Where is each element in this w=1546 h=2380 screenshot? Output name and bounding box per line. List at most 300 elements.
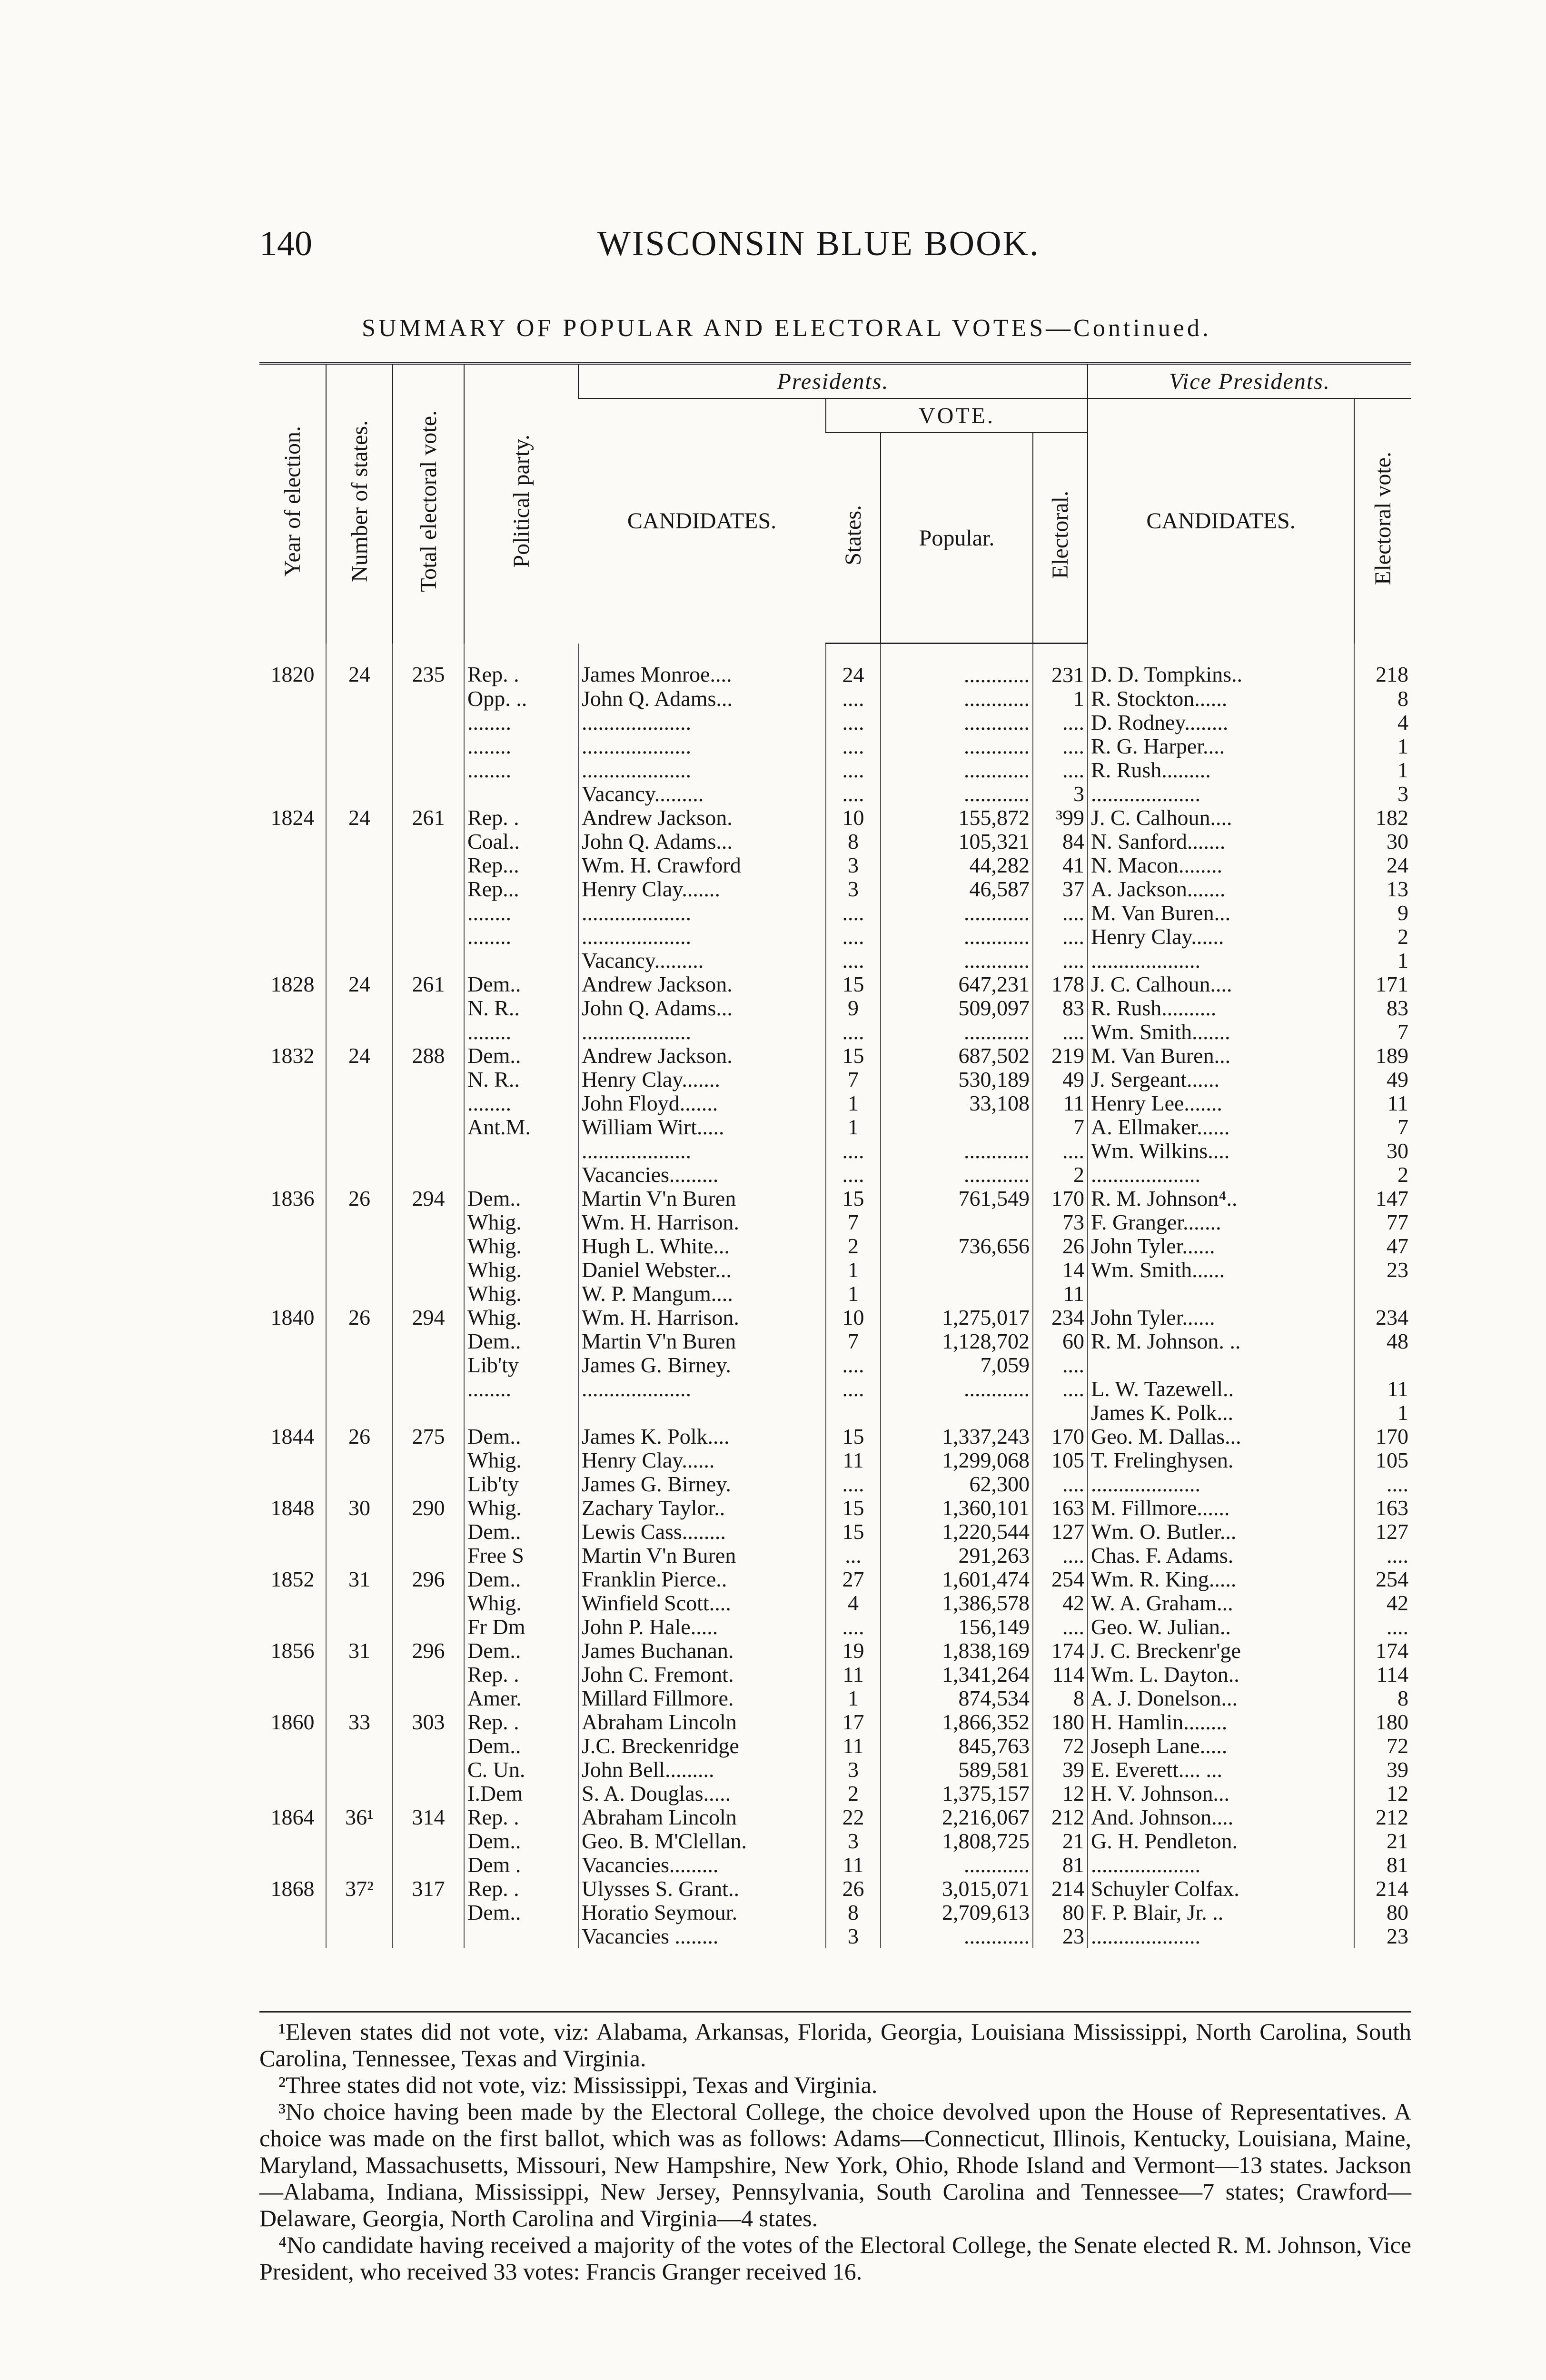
footnote-4: ⁴No candidate having received a majority of the votes of the Electoral College, the Senate elected R. M. Johnson, Vice President, who received 33 votes: Francis Granger received 16. (259, 2231, 1411, 2285)
cell-el: 73 (1033, 1210, 1088, 1234)
cell-pop: 7,059 (881, 1353, 1033, 1377)
cell-st: .... (826, 1377, 881, 1401)
cell-pop: ............ (881, 687, 1033, 711)
cell-year (259, 1401, 326, 1425)
cell-el: .... (1033, 734, 1088, 758)
cell-party: Rep. . (464, 1877, 578, 1901)
cell-st: 24 (826, 644, 881, 687)
cell-year (259, 1282, 326, 1306)
cell-party: Free S (464, 1544, 578, 1567)
cell-party: Dem.. (464, 1425, 578, 1448)
cell-states (326, 1068, 393, 1091)
cell-total (393, 1091, 464, 1115)
cell-el: .... (1033, 1377, 1088, 1401)
cell-vp: James K. Polk... (1088, 1401, 1354, 1425)
cell-year (259, 1758, 326, 1782)
cell-total (393, 925, 464, 949)
cell-total (393, 1663, 464, 1686)
cell-vpv: 147 (1354, 1187, 1411, 1210)
table-row (259, 949, 1411, 972)
cell-vpv: 2 (1354, 1163, 1411, 1187)
cell-pop: 3,015,071 (881, 1877, 1033, 1901)
table-row (259, 1020, 1411, 1044)
cell-states: 26 (326, 1425, 393, 1448)
cell-total (393, 1401, 464, 1425)
cell-vpv: 189 (1354, 1044, 1411, 1068)
cell-st: 15 (826, 1187, 881, 1210)
cell-total (393, 1258, 464, 1282)
cell-total (393, 1068, 464, 1091)
table-row (259, 901, 1411, 925)
cell-year: 1848 (270, 1496, 315, 1520)
cell-states (326, 687, 393, 711)
cell-total: 294 (393, 1306, 464, 1329)
cell-year (259, 1734, 326, 1758)
cell-vp: R. G. Harper.... (1088, 734, 1354, 758)
cell-party: Rep... (464, 877, 578, 901)
cell-vpv: 7 (1354, 1020, 1411, 1044)
cell-pop: ............ (881, 1139, 1033, 1163)
cell-states (326, 1401, 393, 1425)
cell-st: .... (826, 901, 881, 925)
cell-el: 8 (1033, 1686, 1088, 1710)
cell-party: ........ (464, 925, 578, 949)
cell-states (326, 1663, 393, 1686)
table-row (259, 806, 1411, 830)
cell-party: Dem.. (464, 1901, 578, 1924)
cell-el: .... (1033, 1353, 1088, 1377)
table-row (259, 1472, 1411, 1496)
cell-year (259, 1901, 326, 1924)
cell-vp (1088, 1282, 1354, 1306)
page-number: 140 (259, 224, 312, 263)
cell-cand: Zachary Taylor.. (578, 1496, 826, 1520)
cell-cand: .................... (578, 711, 826, 734)
cell-vp: Chas. F. Adams. (1088, 1544, 1354, 1567)
cell-party: Rep... (464, 853, 578, 877)
cell-cand: Geo. B. M'Clellan. (578, 1829, 826, 1853)
cell-states (326, 1615, 393, 1639)
cell-vp: A. Jackson....... (1088, 877, 1354, 901)
cell-vpv: 1 (1354, 758, 1411, 782)
cell-year: 1836 (270, 1187, 315, 1210)
cell-pop (881, 1115, 1033, 1139)
cell-el: 23 (1033, 1924, 1088, 1948)
cell-year (259, 1544, 326, 1567)
cell-vpv: 7 (1354, 1115, 1411, 1139)
cell-year: 1856 (270, 1639, 315, 1663)
cell-states (326, 1115, 393, 1139)
cell-el: 49 (1033, 1068, 1088, 1091)
cell-st: 9 (826, 996, 881, 1020)
cell-party: Dem.. (464, 1329, 578, 1353)
cell-vp (1088, 1353, 1354, 1377)
cell-cand: Lewis Cass........ (578, 1520, 826, 1544)
cell-vp: W. A. Graham... (1088, 1591, 1354, 1615)
cell-st: 26 (826, 1877, 881, 1901)
cell-cand: Andrew Jackson. (578, 806, 826, 830)
cell-vp: .................... (1088, 782, 1354, 806)
cell-el: 14 (1033, 1258, 1088, 1282)
cell-pop: 1,808,725 (881, 1829, 1033, 1853)
cell-pop: 1,128,702 (881, 1329, 1033, 1353)
cell-pop: 647,231 (881, 972, 1033, 996)
cell-el: .... (1033, 925, 1088, 949)
table-row (259, 1615, 1411, 1639)
cell-total (393, 1329, 464, 1353)
cell-total (393, 1901, 464, 1924)
cell-states (326, 1686, 393, 1710)
cell-el (1033, 1401, 1088, 1425)
cell-states (326, 1472, 393, 1496)
cell-cand: Abraham Lincoln (578, 1710, 826, 1734)
cell-party (464, 1924, 578, 1948)
cell-total: 275 (393, 1425, 464, 1448)
cell-el: 163 (1033, 1496, 1088, 1520)
cell-vpv: 9 (1354, 901, 1411, 925)
cell-party: C. Un. (464, 1758, 578, 1782)
cell-st: .... (826, 758, 881, 782)
cell-el: 80 (1033, 1901, 1088, 1924)
cell-total (393, 711, 464, 734)
cell-states (326, 1329, 393, 1353)
cell-cand: John P. Hale..... (578, 1615, 826, 1639)
cell-party: Lib'ty (464, 1472, 578, 1496)
cell-st: 27 (826, 1567, 881, 1591)
cell-party: Rep. . (464, 1663, 578, 1686)
col-states: Number of states. (326, 363, 393, 644)
cell-party: ........ (464, 758, 578, 782)
cell-party: N. R.. (464, 1068, 578, 1091)
cell-st: .... (826, 925, 881, 949)
cell-el: 42 (1033, 1591, 1088, 1615)
cell-st: 7 (826, 1068, 881, 1091)
cell-pop: 44,282 (881, 853, 1033, 877)
cell-states (326, 1020, 393, 1044)
cell-states (326, 1758, 393, 1782)
cell-vpv: 47 (1354, 1234, 1411, 1258)
cell-cand: Vacancies......... (578, 1853, 826, 1877)
cell-cand: Wm. H. Harrison. (578, 1210, 826, 1234)
table-row (259, 644, 1411, 687)
cell-st: 3 (826, 853, 881, 877)
table-title: SUMMARY OF POPULAR AND ELECTORAL VOTES—Continued. (362, 315, 1211, 342)
cell-year (259, 901, 326, 925)
table-row (259, 925, 1411, 949)
table-row (259, 711, 1411, 734)
table-row (259, 1306, 1411, 1329)
cell-year: 1820 (270, 662, 315, 687)
cell-vp: J. C. Breckenr'ge (1088, 1639, 1354, 1663)
cell-party: Amer. (464, 1686, 578, 1710)
cell-states (326, 1448, 393, 1472)
cell-vpv: 1 (1354, 949, 1411, 972)
table-row (259, 1496, 1411, 1520)
cell-pop: 62,300 (881, 1472, 1033, 1496)
cell-total: 296 (393, 1567, 464, 1591)
cell-year (259, 1520, 326, 1544)
table-row (259, 1329, 1411, 1353)
cell-total (393, 734, 464, 758)
cell-cand: Horatio Seymour. (578, 1901, 826, 1924)
cell-vp: Wm. Smith....... (1088, 1020, 1354, 1044)
cell-el: 11 (1033, 1282, 1088, 1306)
cell-el: .... (1033, 949, 1088, 972)
cell-states: 31 (326, 1567, 393, 1591)
cell-party: Whig. (464, 1234, 578, 1258)
cell-pop: 1,341,264 (881, 1663, 1033, 1686)
cell-party: ........ (464, 901, 578, 925)
col-year: Year of election. (259, 363, 326, 644)
cell-party (464, 1139, 578, 1163)
cell-pop: ............ (881, 901, 1033, 925)
cell-states (326, 711, 393, 734)
cell-vp: J. C. Calhoun.... (1088, 972, 1354, 996)
table-row (259, 1734, 1411, 1758)
table-row (259, 1353, 1411, 1377)
cell-vp: A. Ellmaker...... (1088, 1115, 1354, 1139)
cell-vpv: 212 (1354, 1805, 1411, 1829)
cell-st: ... (826, 1544, 881, 1567)
cell-total (393, 1734, 464, 1758)
footnote-1: ¹Eleven states did not vote, viz: Alabama, Arkansas, Florida, Georgia, Louisiana Mississippi, North Carolina, South Carolina, Tennessee, Texas and Virginia. (259, 2018, 1411, 2072)
cell-vpv: 83 (1354, 996, 1411, 1020)
table-row (259, 1258, 1411, 1282)
table-row (259, 1567, 1411, 1591)
page-header (259, 224, 1411, 271)
cell-states: 31 (326, 1639, 393, 1663)
cell-vp: Wm. Wilkins.... (1088, 1139, 1354, 1163)
group-vote: VOTE. (826, 398, 1088, 433)
cell-year: 1824 (270, 806, 315, 830)
cell-st: 11 (826, 1734, 881, 1758)
cell-total (393, 1210, 464, 1234)
cell-el: 3 (1033, 782, 1088, 806)
cell-st: .... (826, 949, 881, 972)
cell-vpv: 30 (1354, 1139, 1411, 1163)
cell-el: 127 (1033, 1520, 1088, 1544)
table-row (259, 1187, 1411, 1210)
cell-vp: L. W. Tazewell.. (1088, 1377, 1354, 1401)
cell-year (259, 687, 326, 711)
cell-party: ........ (464, 711, 578, 734)
cell-vpv: 4 (1354, 711, 1411, 734)
cell-el: .... (1033, 711, 1088, 734)
cell-vpv: 11 (1354, 1091, 1411, 1115)
cell-pop: 1,838,169 (881, 1639, 1033, 1663)
cell-states: 24 (326, 644, 393, 687)
cell-states (326, 1734, 393, 1758)
footnotes (259, 2018, 1411, 2285)
cell-cand: Vacancies......... (578, 1163, 826, 1187)
cell-total: 290 (393, 1496, 464, 1520)
cell-total: 303 (393, 1710, 464, 1734)
cell-st: 2 (826, 1782, 881, 1805)
cell-el: 2 (1033, 1163, 1088, 1187)
cell-vp: Henry Clay...... (1088, 925, 1354, 949)
cell-states (326, 1520, 393, 1544)
cell-vpv: 170 (1354, 1425, 1411, 1448)
cell-vpv: 77 (1354, 1210, 1411, 1234)
table-row (259, 1639, 1411, 1663)
cell-party: Whig. (464, 1210, 578, 1234)
cell-party: Fr Dm (464, 1615, 578, 1639)
cell-cand: John Floyd....... (578, 1091, 826, 1115)
cell-total (393, 1758, 464, 1782)
cell-pop: 1,866,352 (881, 1710, 1033, 1734)
cell-pop: 589,581 (881, 1758, 1033, 1782)
cell-vpv: 218 (1354, 644, 1411, 687)
cell-pop: ............ (881, 782, 1033, 806)
cell-el: .... (1033, 1020, 1088, 1044)
col-vp-vote: Electoral vote. (1354, 398, 1411, 644)
table-row (259, 734, 1411, 758)
cell-vpv: 163 (1354, 1496, 1411, 1520)
cell-cand: Vacancy......... (578, 949, 826, 972)
cell-st: .... (826, 734, 881, 758)
cell-vpv (1354, 1353, 1411, 1377)
cell-year (259, 1377, 326, 1401)
col-vp-candidates: CANDIDATES. (1088, 398, 1354, 644)
cell-states: 37² (326, 1877, 393, 1901)
cell-el: 180 (1033, 1710, 1088, 1734)
cell-cand: Vacancy......... (578, 782, 826, 806)
cell-pop (881, 1401, 1033, 1425)
cell-states (326, 949, 393, 972)
cell-vpv: 24 (1354, 853, 1411, 877)
cell-el: ³99 (1033, 806, 1088, 830)
cell-party: Dem.. (464, 1187, 578, 1210)
table-row (259, 1877, 1411, 1901)
cell-pop: 874,534 (881, 1686, 1033, 1710)
cell-vp: H. V. Johnson... (1088, 1782, 1354, 1805)
cell-vp: T. Frelinghysen. (1088, 1448, 1354, 1472)
cell-el: .... (1033, 1139, 1088, 1163)
cell-pop: 156,149 (881, 1615, 1033, 1639)
cell-total (393, 1853, 464, 1877)
cell-cand: Winfield Scott.... (578, 1591, 826, 1615)
group-vice-presidents: Vice Presidents. (1088, 363, 1411, 398)
cell-st: .... (826, 687, 881, 711)
cell-st: 15 (826, 1520, 881, 1544)
votes-table (259, 362, 1411, 1948)
cell-cand: John Bell......... (578, 1758, 826, 1782)
cell-party: Dem.. (464, 1044, 578, 1068)
cell-st: 11 (826, 1663, 881, 1686)
cell-vpv: 1 (1354, 734, 1411, 758)
cell-cand: Andrew Jackson. (578, 1044, 826, 1068)
cell-party: ........ (464, 1377, 578, 1401)
cell-pop: 1,360,101 (881, 1496, 1033, 1520)
table-row (259, 1663, 1411, 1686)
cell-pop: 736,656 (881, 1234, 1033, 1258)
cell-vpv: 127 (1354, 1520, 1411, 1544)
cell-cand: .................... (578, 758, 826, 782)
cell-el: .... (1033, 1615, 1088, 1639)
cell-st: 15 (826, 1044, 881, 1068)
cell-states (326, 1258, 393, 1282)
cell-party: Whig. (464, 1448, 578, 1472)
cell-st: 19 (826, 1639, 881, 1663)
table-row (259, 1591, 1411, 1615)
cell-party (464, 1401, 578, 1425)
cell-year: 1840 (270, 1306, 315, 1329)
table-row (259, 1163, 1411, 1187)
cell-pop: 2,216,067 (881, 1805, 1033, 1829)
cell-states (326, 1163, 393, 1187)
cell-total (393, 949, 464, 972)
cell-states (326, 1782, 393, 1805)
cell-year (259, 1163, 326, 1187)
table-row (259, 1448, 1411, 1472)
cell-total (393, 1448, 464, 1472)
cell-total (393, 830, 464, 853)
cell-vp: R. M. Johnson⁴.. (1088, 1187, 1354, 1210)
cell-el: .... (1033, 758, 1088, 782)
cell-el: 39 (1033, 1758, 1088, 1782)
cell-cand: James Monroe.... (578, 644, 826, 687)
cell-total (393, 1163, 464, 1187)
cell-st: 8 (826, 830, 881, 853)
cell-total: 294 (393, 1187, 464, 1210)
cell-total (393, 1139, 464, 1163)
cell-cand: James K. Polk.... (578, 1425, 826, 1448)
cell-year: 1864 (270, 1805, 315, 1829)
table-row (259, 1782, 1411, 1805)
col-electoral: Electoral. (1033, 433, 1088, 644)
cell-el: 219 (1033, 1044, 1088, 1068)
cell-party: Ant.M. (464, 1115, 578, 1139)
cell-vp: Geo. M. Dallas... (1088, 1425, 1354, 1448)
cell-el: .... (1033, 1544, 1088, 1567)
table-row (259, 1139, 1411, 1163)
cell-vpv: 42 (1354, 1591, 1411, 1615)
cell-vp: R. Rush.......... (1088, 996, 1354, 1020)
cell-year (259, 1663, 326, 1686)
cell-st: .... (826, 1163, 881, 1187)
cell-states (326, 996, 393, 1020)
cell-st: 11 (826, 1448, 881, 1472)
cell-vp: M. Fillmore...... (1088, 1496, 1354, 1520)
cell-cand: S. A. Douglas..... (578, 1782, 826, 1805)
cell-year (259, 758, 326, 782)
cell-pop: ............ (881, 925, 1033, 949)
table-row (259, 1853, 1411, 1877)
cell-vpv: 214 (1354, 1877, 1411, 1901)
cell-states (326, 901, 393, 925)
cell-pop (881, 1210, 1033, 1234)
cell-total (393, 1520, 464, 1544)
cell-states (326, 1091, 393, 1115)
cell-vpv: 105 (1354, 1448, 1411, 1472)
cell-cand: Daniel Webster... (578, 1258, 826, 1282)
cell-st: 1 (826, 1115, 881, 1139)
cell-el: 21 (1033, 1829, 1088, 1853)
cell-el: 178 (1033, 972, 1088, 996)
cell-year (259, 1853, 326, 1877)
cell-states (326, 853, 393, 877)
cell-party: Dem.. (464, 1567, 578, 1591)
cell-vpv: 21 (1354, 1829, 1411, 1853)
cell-cand: Henry Clay....... (578, 877, 826, 901)
table-row (259, 1115, 1411, 1139)
cell-pop: 2,709,613 (881, 1901, 1033, 1924)
cell-st: 8 (826, 1901, 881, 1924)
cell-total (393, 1115, 464, 1139)
table-row (259, 1924, 1411, 1948)
cell-cand: W. P. Mangum.... (578, 1282, 826, 1306)
cell-party: Rep. . (464, 644, 578, 687)
